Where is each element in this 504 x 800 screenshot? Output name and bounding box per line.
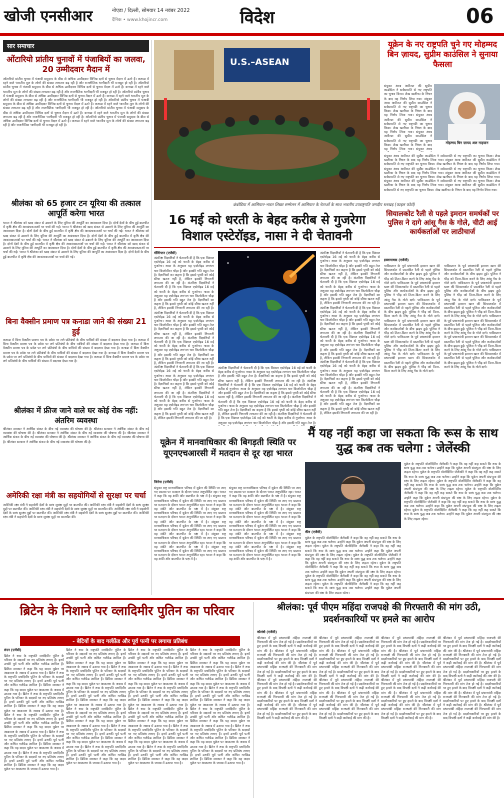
- putin-body-col4: ब्रिटेन ने रूस के राष्ट्रपति व्लादिमीर पुतिन के परिवार के सदस्यों पर नए प्रतिबंध लगाए हैं। इनमें उनकी पूर्व पत्नी और कथित गर्लफ्रेंड शामिल हैं। ब्रिटिश सरकार ने कहा कि यह कदम यूक्रेन पर आक्रमण के जवाब में उठाया गया है। ब्रिटेन ने रूस के राष्ट्रपति व्लादिमीर पुतिन के परिवार के सदस्यों पर नए प्रतिबंध लगाए हैं। इनमें उनकी पूर्व पत्नी और कथित गर्लफ्रेंड शामिल हैं। ब्रिटिश सरकार ने कहा कि यह कदम यूक्रेन पर आक्रमण के जवाब में उठाया गया है। ब्रिटेन ने रूस के राष्ट्रपति व्लादिमीर पुतिन के परिवार के सदस्यों पर नए प्रतिबंध लगाए हैं। इनमें उनकी पूर्व पत्नी और कथित गर्लफ्रेंड शामिल हैं। ब्रिटिश सरकार ने कहा कि यह कदम यूक्रेन पर आक्रमण के जवाब में उठाया गया है। ब्रिटेन ने रूस के राष्ट्रपति व्लादिमीर पुतिन के परिवार के सदस्यों पर नए प्रतिबंध लगाए हैं। इनमें उनकी पूर्व पत्नी और कथित गर्लफ्रेंड शामिल हैं। ब्रिटिश सरकार ने कहा कि यह कदम यूक्रेन पर आक्रमण के जवाब में उठाया गया है। ब्रिटेन ने रूस के राष्ट्रपति व्लादिमीर पुतिन के परिवार के सदस्यों पर नए प्रतिबंध लगाए हैं। इनमें उनकी पूर्व पत्नी और कथित गर्लफ्रेंड शामिल हैं। ब्रिटिश सरकार ने कहा कि यह कदम यूक्रेन पर आक्रमण के जवाब में उठाया गया है। ब्रिटेन ने रूस के राष्ट्रपति व्लादिमीर पुतिन के परिवार के सदस्यों पर नए प्रतिबंध लगाए हैं। इनमें उनकी पूर्व पत्नी और कथित गर्लफ्रेंड शामिल हैं। ब्रिटिश सरकार ने कहा कि यह कदम यूक्रेन पर आक्रमण के जवाब में उठाया गया है।: [190, 648, 250, 766]
- putin-headline: ब्रिटेन के निशाने पर व्लादिमीर पुतिन का परिवार: [19, 603, 235, 618]
- right-column: [384, 40, 501, 235]
- brief-3-body: कनाडा में बिना वैक्सीन प्रमाण पत्र के प्रवेश पर लगे प्रतिबंधों के बीच यात्रियों की संख्या में बदलाव देखा गया है। कनाडा में बिना वैक्सीन प्रमाण पत्र के प्रवेश पर लगे प्रतिबंधों के बीच यात्रियों की संख्या में बदलाव देखा गया है। कनाडा में बिना वैक्सीन प्रमाण पत्र के प्रवेश पर लगे प्रतिबंधों के बीच यात्रियों की संख्या में बदलाव देखा गया है। कनाडा में बिना वैक्सीन प्रमाण पत्र के प्रवेश पर लगे प्रतिबंधों के बीच यात्रियों की संख्या में बदलाव देखा गया है। कनाडा में बिना वैक्सीन प्रमाण पत्र के प्रवेश पर लगे प्रतिबंधों के बीच यात्रियों की संख्या में बदलाव देखा गया है। कनाडा में बिना वैक्सीन प्रमाण पत्र के प्रवेश पर लगे प्रतिबंधों के बीच यात्रियों की संख्या में बदलाव देखा गया है।: [3, 338, 149, 364]
- sialkot-body-col1: पाकिस्तान के पूर्व प्रधानमंत्री इमरान खान की सियालकोट में प्रस्तावित रैली से पहले पुलिस और कार्यकर्ताओं के बीच झड़प हुई। पुलिस ने भीड़ को तितर-बितर करने के लिए आंसू गैस के गोले दागे। पाकिस्तान के पूर्व प्रधानमंत्री इमरान खान की सियालकोट में प्रस्तावित रैली से पहले पुलिस और कार्यकर्ताओं के बीच झड़प हुई। पुलिस ने भीड़ को तितर-बितर करने के लिए आंसू गैस के गोले दागे। पाकिस्तान के पूर्व प्रधानमंत्री इमरान खान की सियालकोट में प्रस्तावित रैली से पहले पुलिस और कार्यकर्ताओं के बीच झड़प हुई। पुलिस ने भीड़ को तितर-बितर करने के लिए आंसू गैस के गोले दागे। पाकिस्तान के पूर्व प्रधानमंत्री इमरान खान की सियालकोट में प्रस्तावित रैली से पहले पुलिस और कार्यकर्ताओं के बीच झड़प हुई। पुलिस ने भीड़ को तितर-बितर करने के लिए आंसू गैस के गोले दागे। पाकिस्तान के पूर्व प्रधानमंत्री इमरान खान की सियालकोट में प्रस्तावित रैली से पहले पुलिस और कार्यकर्ताओं के बीच झड़प हुई। पुलिस ने भीड़ को तितर-बितर करने के लिए आंसू गैस के गोले दागे। पाकिस्तान के पूर्व प्रधानमंत्री इमरान खान की सियालकोट में प्रस्तावित रैली से पहले पुलिस और कार्यकर्ताओं के बीच झड़प हुई। पुलिस ने भीड़ को तितर-बितर करने के लिए आंसू गैस के गोले दागे।: [384, 264, 440, 374]
- bottom-column-divider: [253, 602, 254, 798]
- main-photo-caption: कंबोडिया में आसियान-भारत शिखर सम्मेलन में आसियान के नेताओं के साथ भारतीय उपराष्ट्रपति जगदीप धनखड़ (फाइल फोटो): [232, 202, 416, 207]
- zelensky-headline: मैं यह नहीं कहा जा सकता कि रूस के साथ युद्ध कब तक चलेगा : जेलेंस्की: [307, 426, 499, 455]
- zelensky-photo: [305, 462, 401, 528]
- unhrc-body-col2: संयुक्त राष्ट्र मानवाधिकार परिषद में यूक्रेन की स्थिति पर लाए गए प्रस्ताव पर मतदान के दौरान भारत अनुपस्थित रहा। भारत ने कहा कि वह शांति और बातचीत के पक्ष में है। संयुक्त राष्ट्र मानवाधिकार परिषद में यूक्रेन की स्थिति पर लाए गए प्रस्ताव पर मतदान के दौरान भारत अनुपस्थित रहा। भारत ने कहा कि वह शांति और बातचीत के पक्ष में है। संयुक्त राष्ट्र मानवाधिकार परिषद में यूक्रेन की स्थिति पर लाए गए प्रस्ताव पर मतदान के दौरान भारत अनुपस्थित रहा। भारत ने कहा कि वह शांति और बातचीत के पक्ष में है। संयुक्त राष्ट्र मानवाधिकार परिषद में यूक्रेन की स्थिति पर लाए गए प्रस्ताव पर मतदान के दौरान भारत अनुपस्थित रहा। भारत ने कहा कि वह शांति और बातचीत के पक्ष में है। संयुक्त राष्ट्र मानवाधिकार परिषद में यूक्रेन की स्थिति पर लाए गए प्रस्ताव पर मतदान के दौरान भारत अनुपस्थित रहा। भारत ने कहा कि वह शांति और बातचीत के पक्ष में है। संयुक्त राष्ट्र मानवाधिकार परिषद में यूक्रेन की स्थिति पर लाए गए प्रस्ताव पर मतदान के दौरान भारत अनुपस्थित रहा। भारत ने कहा कि वह शांति और बातचीत के पक्ष में है।: [229, 486, 301, 562]
- asteroid-body-col2: अंतरिक्ष विज्ञानियों ने चेतावनी दी है कि एक विशाल एस्टेरॉइड 16 मई को धरती के बेहद करीब से गुजरेगा। नासा के अनुसार यह एस्टेरॉइड लगभग चार किलोमीटर चौड़ा है और इसकी गति बहुत तेज है। वैज्ञानिकों का कहना है कि इससे पृथ्वी को कोई सीधा खतरा नहीं है, लेकिन इसकी निगरानी लगातार की जा रही है। अंतरिक्ष विज्ञानियों ने चेतावनी दी है कि एक विशाल एस्टेरॉइड 16 मई को धरती के बेहद करीब से गुजरेगा। नासा के अनुसार यह एस्टेरॉइड लगभग चार किलोमीटर चौड़ा है और इसकी गति बहुत तेज है। वैज्ञानिकों का कहना है कि इससे पृथ्वी को कोई सीधा खतरा नहीं है, लेकिन इसकी निगरानी लगातार की जा रही है। अंतरिक्ष विज्ञानियों ने चेतावनी दी है कि एक विशाल एस्टेरॉइड 16 मई को धरती के बेहद करीब से गुजरेगा। नासा के अनुसार यह एस्टेरॉइड लगभग चार किलोमीटर चौड़ा है और इसकी गति बहुत तेज है। वैज्ञानिकों का कहना है कि इससे पृथ्वी को कोई सीधा खतरा नहीं है, लेकिन इसकी निगरानी लगातार की जा रही है। अंतरिक्ष विज्ञानियों ने चेतावनी दी है कि एक विशाल एस्टेरॉइड 16 मई को धरती के बेहद करीब से गुजरेगा। नासा के अनुसार यह एस्टेरॉइड लगभग चार किलोमीटर चौड़ा है और इसकी गति बहुत तेज है। वैज्ञानिकों का कहना है कि इससे पृथ्वी को कोई सीधा खतरा नहीं है, लेकिन इसकी निगरानी लगातार की जा रही है। अंतरिक्ष विज्ञानियों ने चेतावनी दी है कि एक विशाल एस्टेरॉइड 16 मई को धरती के बेहद करीब से गुजरेगा। नासा के अनुसार यह एस्टेरॉइड लगभग चार किलोमीटर चौड़ा है और इसकी गति बहुत तेज है। वैज्ञानिकों का कहना है कि इससे पृथ्वी को कोई सीधा खतरा नहीं है, लेकिन इसकी निगरानी लगातार की जा रही है। अंतरिक्ष विज्ञानियों ने चेतावनी दी है कि एक विशाल एस्टेरॉइड 16 मई को धरती के बेहद करीब से गुजरेगा। नासा के अनुसार यह एस्टेरॉइड लगभग चार किलोमीटर चौड़ा है और इसकी गति बहुत तेज है। वैज्ञानिकों का कहना है कि इससे पृथ्वी को कोई सीधा खतरा नहीं है, लेकिन इसकी निगरानी लगातार की जा रही है।: [320, 251, 380, 415]
- asteroid-headline: 16 मई को धरती के बेहद करीब से गुजरेगा विशाल एस्टेरॉइड, नासा ने दी चेतावनी: [168, 212, 366, 243]
- zelensky-credit: कीव (एजेंसी): [305, 530, 322, 534]
- brief-4-title: श्रीलंका में फ्रीज जाने वाले घर कोई रोक नहीं: अंतरिम व्यवस्था: [13, 406, 139, 425]
- zelensky-body-a: यूक्रेन के राष्ट्रपति वोलोदिमिर जेलेंस्की ने कहा कि वह नहीं कह सकते कि रूस के साथ युद्ध कब तक चलेगा। उन्होंने कहा कि यूक्रेन अपनी संप्रभुता की रक्षा के लिए लड़ता रहेगा। यूक्रेन के राष्ट्रपति वोलोदिमिर जेलेंस्की ने कहा कि वह नहीं कह सकते कि रूस के साथ युद्ध कब तक चलेगा। उन्होंने कहा कि यूक्रेन अपनी संप्रभुता की रक्षा के लिए लड़ता रहेगा। यूक्रेन के राष्ट्रपति वोलोदिमिर जेलेंस्की ने कहा कि वह नहीं कह सकते कि रूस के साथ युद्ध कब तक चलेगा। उन्होंने कहा कि यूक्रेन अपनी संप्रभुता की रक्षा के लिए लड़ता रहेगा। यूक्रेन के राष्ट्रपति वोलोदिमिर जेलेंस्की ने कहा कि वह नहीं कह सकते कि रूस के साथ युद्ध कब तक चलेगा। उन्होंने कहा कि यूक्रेन अपनी संप्रभुता की रक्षा के लिए लड़ता रहेगा। यूक्रेन के राष्ट्रपति वोलोदिमिर जेलेंस्की ने कहा कि वह नहीं कह सकते कि रूस के साथ युद्ध कब तक चलेगा। उन्होंने कहा कि यूक्रेन अपनी संप्रभुता की रक्षा के लिए लड़ता रहेगा। यूक्रेन के राष्ट्रपति वोलोदिमिर जेलेंस्की ने कहा कि वह नहीं कह सकते कि रूस के साथ युद्ध कब तक चलेगा। उन्होंने कहा कि यूक्रेन अपनी संप्रभुता की रक्षा के लिए लड़ता रहेगा।: [305, 536, 401, 594]
- srilanka-body-col1: श्रीलंका में पूर्व प्रधानमंत्री महिंदा राजपक्षे की गिरफ्तारी की मांग तेज हो गई है। प्रदर्शनकारियों पर हुए हमले के बाद विपक्षी दलों ने कड़ी कार्रवाई की मांग की है। श्रीलंका में पूर्व प्रधानमंत्री महिंदा राजपक्षे की गिरफ्तारी की मांग तेज हो गई है। प्रदर्शनकारियों पर हुए हमले के बाद विपक्षी दलों ने कड़ी कार्रवाई की मांग की है। श्रीलंका में पूर्व प्रधानमंत्री महिंदा राजपक्षे की गिरफ्तारी की मांग तेज हो गई है। प्रदर्शनकारियों पर हुए हमले के बाद विपक्षी दलों ने कड़ी कार्रवाई की मांग की है। श्रीलंका में पूर्व प्रधानमंत्री महिंदा राजपक्षे की गिरफ्तारी की मांग तेज हो गई है। प्रदर्शनकारियों पर हुए हमले के बाद विपक्षी दलों ने कड़ी कार्रवाई की मांग की है। श्रीलंका में पूर्व प्रधानमंत्री महिंदा राजपक्षे की गिरफ्तारी की मांग तेज हो गई है। प्रदर्शनकारियों पर हुए हमले के बाद विपक्षी दलों ने कड़ी कार्रवाई की मांग की है। श्रीलंका में पूर्व प्रधानमंत्री महिंदा राजपक्षे की गिरफ्तारी की मांग तेज हो गई है। प्रदर्शनकारियों पर हुए हमले के बाद विपक्षी दलों ने कड़ी कार्रवाई की मांग की है।: [257, 636, 317, 720]
- uae-body-b: संयुक्त अरब अमीरात की सुप्रीम काउंसिल ने सर्वसम्मति से नए राष्ट्रपति का चुनाव किया। शेख खलीफा के निधन के बाद यह निर्णय लिया गया। संयुक्त अरब अमीरात की सुप्रीम काउंसिल ने सर्वसम्मति से नए राष्ट्रपति का चुनाव किया। शेख खलीफा के निधन के बाद यह निर्णय लिया गया। संयुक्त अरब अमीरात की सुप्रीम काउंसिल ने सर्वसम्मति से नए राष्ट्रपति का चुनाव किया। शेख खलीफा के निधन के बाद यह निर्णय लिया गया। संयुक्त अरब अमीरात की सुप्रीम काउंसिल ने सर्वसम्मति से नए राष्ट्रपति का चुनाव किया। शेख खलीफा के निधन के बाद यह निर्णय लिया गया। संयुक्त अरब अमीरात की सुप्रीम काउंसिल ने सर्वसम्मति से नए राष्ट्रपति का चुनाव किया। शेख खलीफा के निधन के बाद यह निर्णय लिया गया। संयुक्त अरब अमीरात की सुप्रीम काउंसिल ने सर्वसम्मति से नए राष्ट्रपति का चुनाव किया। शेख खलीफा के निधन के बाद यह निर्णय लिया गया।: [384, 154, 500, 192]
- main-photo: [154, 40, 380, 200]
- earth-asteroid-image: [218, 251, 316, 363]
- putin-body-col3: ब्रिटेन ने रूस के राष्ट्रपति व्लादिमीर पुतिन के परिवार के सदस्यों पर नए प्रतिबंध लगाए हैं। इनमें उनकी पूर्व पत्नी और कथित गर्लफ्रेंड शामिल हैं। ब्रिटिश सरकार ने कहा कि यह कदम यूक्रेन पर आक्रमण के जवाब में उठाया गया है। ब्रिटेन ने रूस के राष्ट्रपति व्लादिमीर पुतिन के परिवार के सदस्यों पर नए प्रतिबंध लगाए हैं। इनमें उनकी पूर्व पत्नी और कथित गर्लफ्रेंड शामिल हैं। ब्रिटिश सरकार ने कहा कि यह कदम यूक्रेन पर आक्रमण के जवाब में उठाया गया है। ब्रिटेन ने रूस के राष्ट्रपति व्लादिमीर पुतिन के परिवार के सदस्यों पर नए प्रतिबंध लगाए हैं। इनमें उनकी पूर्व पत्नी और कथित गर्लफ्रेंड शामिल हैं। ब्रिटिश सरकार ने कहा कि यह कदम यूक्रेन पर आक्रमण के जवाब में उठाया गया है। ब्रिटेन ने रूस के राष्ट्रपति व्लादिमीर पुतिन के परिवार के सदस्यों पर नए प्रतिबंध लगाए हैं। इनमें उनकी पूर्व पत्नी और कथित गर्लफ्रेंड शामिल हैं। ब्रिटिश सरकार ने कहा कि यह कदम यूक्रेन पर आक्रमण के जवाब में उठाया गया है। ब्रिटेन ने रूस के राष्ट्रपति व्लादिमीर पुतिन के परिवार के सदस्यों पर नए प्रतिबंध लगाए हैं। इनमें उनकी पूर्व पत्नी और कथित गर्लफ्रेंड शामिल हैं। ब्रिटिश सरकार ने कहा कि यह कदम यूक्रेन पर आक्रमण के जवाब में उठाया गया है। ब्रिटेन ने रूस के राष्ट्रपति व्लादिमीर पुतिन के परिवार के सदस्यों पर नए प्रतिबंध लगाए हैं। इनमें उनकी पूर्व पत्नी और कथित गर्लफ्रेंड शामिल हैं। ब्रिटिश सरकार ने कहा कि यह कदम यूक्रेन पर आक्रमण के जवाब में उठाया गया है।: [128, 648, 188, 766]
- headline-rule: [154, 247, 380, 248]
- putin-deck: - बेटियों के बाद गर्लफ्रेंड और पूर्व पत्नी पर लगाया प्रतिबंध: [20, 636, 240, 646]
- putin-credit: लंदन (एजेंसी): [4, 648, 22, 652]
- unhrc-body-col1: संयुक्त राष्ट्र मानवाधिकार परिषद में यूक्रेन की स्थिति पर लाए गए प्रस्ताव पर मतदान के दौरान भारत अनुपस्थित रहा। भारत ने कहा कि वह शांति और बातचीत के पक्ष में है। संयुक्त राष्ट्र मानवाधिकार परिषद में यूक्रेन की स्थिति पर लाए गए प्रस्ताव पर मतदान के दौरान भारत अनुपस्थित रहा। भारत ने कहा कि वह शांति और बातचीत के पक्ष में है। संयुक्त राष्ट्र मानवाधिकार परिषद में यूक्रेन की स्थिति पर लाए गए प्रस्ताव पर मतदान के दौरान भारत अनुपस्थित रहा। भारत ने कहा कि वह शांति और बातचीत के पक्ष में है। संयुक्त राष्ट्र मानवाधिकार परिषद में यूक्रेन की स्थिति पर लाए गए प्रस्ताव पर मतदान के दौरान भारत अनुपस्थित रहा। भारत ने कहा कि वह शांति और बातचीत के पक्ष में है। संयुक्त राष्ट्र मानवाधिकार परिषद में यूक्रेन की स्थिति पर लाए गए प्रस्ताव पर मतदान के दौरान भारत अनुपस्थित रहा। भारत ने कहा कि वह शांति और बातचीत के पक्ष में है। संयुक्त राष्ट्र मानवाधिकार परिषद में यूक्रेन की स्थिति पर लाए गए प्रस्ताव पर मतदान के दौरान भारत अनुपस्थित रहा। भारत ने कहा कि वह शांति और बातचीत के पक्ष में है।: [154, 486, 226, 562]
- asteroid-body-under-image: अंतरिक्ष विज्ञानियों ने चेतावनी दी है कि एक विशाल एस्टेरॉइड 16 मई को धरती के बेहद करीब से गुजरेगा। नासा के अनुसार यह एस्टेरॉइड लगभग चार किलोमीटर चौड़ा है और इसकी गति बहुत तेज है। वैज्ञानिकों का कहना है कि इससे पृथ्वी को कोई सीधा खतरा नहीं है, लेकिन इसकी निगरानी लगातार की जा रही है। अंतरिक्ष विज्ञानियों ने चेतावनी दी है कि एक विशाल एस्टेरॉइड 16 मई को धरती के बेहद करीब से गुजरेगा। नासा के अनुसार यह एस्टेरॉइड लगभग चार किलोमीटर चौड़ा है और इसकी गति बहुत तेज है। वैज्ञानिकों का कहना है कि इससे पृथ्वी को कोई सीधा खतरा नहीं है, लेकिन इसकी निगरानी लगातार की जा रही है। अंतरिक्ष विज्ञानियों ने चेतावनी दी है कि एक विशाल एस्टेरॉइड 16 मई को धरती के बेहद करीब से गुजरेगा। नासा के अनुसार यह एस्टेरॉइड लगभग चार किलोमीटर चौड़ा है और इसकी गति बहुत तेज है। वैज्ञानिकों का कहना है कि इससे पृथ्वी को कोई सीधा खतरा नहीं है, लेकिन इसकी निगरानी लगातार की जा रही है। अंतरिक्ष विज्ञानियों ने चेतावनी दी है कि एक विशाल एस्टेरॉइड 16 मई को धरती के बेहद करीब से गुजरेगा। नासा के अनुसार यह एस्टेरॉइड लगभग चार किलोमीटर चौड़ा है और इसकी गति बहुत तेज है।: [218, 366, 316, 425]
- asteroid-credit: वॉशिंगटन (एजेंसी): [154, 251, 177, 255]
- brief-2-body: भारत ने श्रीलंका को खाद संकट से उबारने के लिए यूरिया की आपूर्ति का आश्वासन दिया है। दोनों देशों के बीच हुई बातचीत में कृषि क्षेत्र की आवश्यकताओं पर चर्चा की गई। भारत ने श्रीलंका को खाद संकट से उबारने के लिए यूरिया की आपूर्ति का आश्वासन दिया है। दोनों देशों के बीच हुई बातचीत में कृषि क्षेत्र की आवश्यकताओं पर चर्चा की गई। भारत ने श्रीलंका को खाद संकट से उबारने के लिए यूरिया की आपूर्ति का आश्वासन दिया है। दोनों देशों के बीच हुई बातचीत में कृषि क्षेत्र की आवश्यकताओं पर चर्चा की गई। भारत ने श्रीलंका को खाद संकट से उबारने के लिए यूरिया की आपूर्ति का आश्वासन दिया है। दोनों देशों के बीच हुई बातचीत में कृषि क्षेत्र की आवश्यकताओं पर चर्चा की गई। भारत ने श्रीलंका को खाद संकट से उबारने के लिए यूरिया की आपूर्ति का आश्वासन दिया है। दोनों देशों के बीच हुई बातचीत में कृषि क्षेत्र की आवश्यकताओं पर चर्चा की गई। भारत ने श्रीलंका को खाद संकट से उबारने के लिए यूरिया की आपूर्ति का आश्वासन दिया है। दोनों देशों के बीच हुई बातचीत में कृषि क्षेत्र की आवश्यकताओं पर चर्चा की गई।: [3, 221, 149, 259]
- page-number: 06: [466, 4, 494, 28]
- uae-photo-caption: मोहम्मद बिन ज़ायद अल नाहयान: [445, 141, 489, 145]
- masthead: [0, 0, 504, 36]
- masthead-subline: दैनिक • www.khojincr.com: [112, 18, 168, 23]
- brief-1-body: ओंटारियो प्रांतीय चुनाव में पंजाबी समुदाय के बीस से अधिक उम्मीदवार विभिन्न दलों से चुनाव मैदान में उतरे हैं। कनाडा में रहने वाले भारतीय मूल के लोगों की संख्या लगातार बढ़ रही है और राजनीतिक भागीदारी भी मजबूत हो रही है। ओंटारियो प्रांतीय चुनाव में पंजाबी समुदाय के बीस से अधिक उम्मीदवार विभिन्न दलों से चुनाव मैदान में उतरे हैं। कनाडा में रहने वाले भारतीय मूल के लोगों की संख्या लगातार बढ़ रही है और राजनीतिक भागीदारी भी मजबूत हो रही है। ओंटारियो प्रांतीय चुनाव में पंजाबी समुदाय के बीस से अधिक उम्मीदवार विभिन्न दलों से चुनाव मैदान में उतरे हैं। कनाडा में रहने वाले भारतीय मूल के लोगों की संख्या लगातार बढ़ रही है और राजनीतिक भागीदारी भी मजबूत हो रही है। ओंटारियो प्रांतीय चुनाव में पंजाबी समुदाय के बीस से अधिक उम्मीदवार विभिन्न दलों से चुनाव मैदान में उतरे हैं। कनाडा में रहने वाले भारतीय मूल के लोगों की संख्या लगातार बढ़ रही है और राजनीतिक भागीदारी भी मजबूत हो रही है। ओंटारियो प्रांतीय चुनाव में पंजाबी समुदाय के बीस से अधिक उम्मीदवार विभिन्न दलों से चुनाव मैदान में उतरे हैं। कनाडा में रहने वाले भारतीय मूल के लोगों की संख्या लगातार बढ़ रही है और राजनीतिक भागीदारी भी मजबूत हो रही है। ओंटारियो प्रांतीय चुनाव में पंजाबी समुदाय के बीस से अधिक उम्मीदवार विभिन्न दलों से चुनाव मैदान में उतरे हैं। कनाडा में रहने वाले भारतीय मूल के लोगों की संख्या लगातार बढ़ रही है और राजनीतिक भागीदारी भी मजबूत हो रही है।: [3, 77, 149, 128]
- left-column-divider: [151, 40, 152, 595]
- putin-body-col1: ब्रिटेन ने रूस के राष्ट्रपति व्लादिमीर पुतिन के परिवार के सदस्यों पर नए प्रतिबंध लगाए हैं। इनमें उनकी पूर्व पत्नी और कथित गर्लफ्रेंड शामिल हैं। ब्रिटिश सरकार ने कहा कि यह कदम यूक्रेन पर आक्रमण के जवाब में उठाया गया है। ब्रिटेन ने रूस के राष्ट्रपति व्लादिमीर पुतिन के परिवार के सदस्यों पर नए प्रतिबंध लगाए हैं। इनमें उनकी पूर्व पत्नी और कथित गर्लफ्रेंड शामिल हैं। ब्रिटिश सरकार ने कहा कि यह कदम यूक्रेन पर आक्रमण के जवाब में उठाया गया है। ब्रिटेन ने रूस के राष्ट्रपति व्लादिमीर पुतिन के परिवार के सदस्यों पर नए प्रतिबंध लगाए हैं। इनमें उनकी पूर्व पत्नी और कथित गर्लफ्रेंड शामिल हैं। ब्रिटिश सरकार ने कहा कि यह कदम यूक्रेन पर आक्रमण के जवाब में उठाया गया है। ब्रिटेन ने रूस के राष्ट्रपति व्लादिमीर पुतिन के परिवार के सदस्यों पर नए प्रतिबंध लगाए हैं। इनमें उनकी पूर्व पत्नी और कथित गर्लफ्रेंड शामिल हैं। ब्रिटिश सरकार ने कहा कि यह कदम यूक्रेन पर आक्रमण के जवाब में उठाया गया है। ब्रिटेन ने रूस के राष्ट्रपति व्लादिमीर पुतिन के परिवार के सदस्यों पर नए प्रतिबंध लगाए हैं। इनमें उनकी पूर्व पत्नी और कथित गर्लफ्रेंड शामिल हैं। ब्रिटिश सरकार ने कहा कि यह कदम यूक्रेन पर आक्रमण के जवाब में उठाया गया है। ब्रिटेन ने रूस के राष्ट्रपति व्लादिमीर पुतिन के परिवार के सदस्यों पर नए प्रतिबंध लगाए हैं। इनमें उनकी पूर्व पत्नी और कथित गर्लफ्रेंड शामिल हैं। ब्रिटिश सरकार ने कहा कि यह कदम यूक्रेन पर आक्रमण के जवाब में उठाया गया है।: [4, 654, 64, 772]
- uae-body-a: संयुक्त अरब अमीरात की सुप्रीम काउंसिल ने सर्वसम्मति से नए राष्ट्रपति का चुनाव किया। शेख खलीफा के निधन के बाद यह निर्णय लिया गया। संयुक्त अरब अमीरात की सुप्रीम काउंसिल ने सर्वसम्मति से नए राष्ट्रपति का चुनाव किया। शेख खलीफा के निधन के बाद यह निर्णय लिया गया। संयुक्त अरब अमीरात की सुप्रीम काउंसिल ने सर्वसम्मति से नए राष्ट्रपति का चुनाव किया। शेख खलीफा के निधन के बाद यह निर्णय लिया गया। संयुक्त अरब अमीरात की सुप्रीम काउंसिल ने सर्वसम्मति से नए राष्ट्रपति का चुनाव किया। शेख खलीफा के निधन के बाद यह निर्णय लिया गया। संयुक्त अरब: [384, 84, 432, 152]
- srilanka-body-col2: श्रीलंका में पूर्व प्रधानमंत्री महिंदा राजपक्षे की गिरफ्तारी की मांग तेज हो गई है। प्रदर्शनकारियों पर हुए हमले के बाद विपक्षी दलों ने कड़ी कार्रवाई की मांग की है। श्रीलंका में पूर्व प्रधानमंत्री महिंदा राजपक्षे की गिरफ्तारी की मांग तेज हो गई है। प्रदर्शनकारियों पर हुए हमले के बाद विपक्षी दलों ने कड़ी कार्रवाई की मांग की है। श्रीलंका में पूर्व प्रधानमंत्री महिंदा राजपक्षे की गिरफ्तारी की मांग तेज हो गई है। प्रदर्शनकारियों पर हुए हमले के बाद विपक्षी दलों ने कड़ी कार्रवाई की मांग की है। श्रीलंका में पूर्व प्रधानमंत्री महिंदा राजपक्षे की गिरफ्तारी की मांग तेज हो गई है। प्रदर्शनकारियों पर हुए हमले के बाद विपक्षी दलों ने कड़ी कार्रवाई की मांग की है। श्रीलंका में पूर्व प्रधानमंत्री महिंदा राजपक्षे की गिरफ्तारी की मांग तेज हो गई है। प्रदर्शनकारियों पर हुए हमले के बाद विपक्षी दलों ने कड़ी कार्रवाई की मांग की है। श्रीलंका में पूर्व प्रधानमंत्री महिंदा राजपक्षे की गिरफ्तारी की मांग तेज हो गई है। प्रदर्शनकारियों पर हुए हमले के बाद विपक्षी दलों ने कड़ी कार्रवाई की मांग की है।: [319, 636, 379, 720]
- briefs-kicker: सार समाचार: [3, 40, 149, 52]
- brief-2-title: श्रीलंका को 65 हजार टन यूरिया की तत्काल आपूर्ति करेगा भारत: [11, 199, 141, 218]
- unhrc-headline: यूक्रेन में मानवाधिकार की बिगड़ती स्थिति पर यूएनएचआरसी में मतदान से दूर रहा भारत: [160, 438, 296, 459]
- srilanka-headline: श्रीलंका: पूर्व पीएम महिंदा राजपक्षे की गिरफ्तारी की मांग उठी, प्रदर्शनकारियों पर हमले का आरोप: [276, 603, 482, 625]
- brief-3-title: बिना वैक्सीन प्रमाण पत्र कनाडा जाने की संख्या 21 हुई: [5, 317, 147, 336]
- brief-4-body: श्रीलंका सरकार ने आर्थिक संकट के बीच नई व्यवस्था की घोषणा की है। श्रीलंका सरकार ने आर्थिक संकट के बीच नई व्यवस्था की घोषणा की है। श्रीलंका सरकार ने आर्थिक संकट के बीच नई व्यवस्था की घोषणा की है। श्रीलंका सरकार ने आर्थिक संकट के बीच नई व्यवस्था की घोषणा की है। श्रीलंका सरकार ने आर्थिक संकट के बीच नई व्यवस्था की घोषणा की है। श्रीलंका सरकार ने आर्थिक संकट के बीच नई व्यवस्था की घोषणा की है।: [3, 427, 149, 444]
- backdrop-banner: U.S.–ASEAN: [230, 58, 290, 68]
- section-title: विदेश: [240, 8, 275, 28]
- sialkot-headline: सियालकोट रैली से पहले इमरान समर्थकों पर पुलिस ने दागे आंसू गैस के गोले, चीटी आई कार्यकर्ताओं पर लाठीचार्ज: [386, 210, 499, 236]
- bottom-divider: [0, 598, 504, 600]
- unhrc-credit: जिनेवा (एजेंसी): [154, 480, 174, 484]
- left-column: [3, 40, 149, 595]
- brief-1-title: ओंटारियो प्रांतीय चुनावों में पंजाबियों का जलवा, 20 उम्मीदवार मैदान में: [6, 55, 146, 74]
- putin-body-col2: ब्रिटेन ने रूस के राष्ट्रपति व्लादिमीर पुतिन के परिवार के सदस्यों पर नए प्रतिबंध लगाए हैं। इनमें उनकी पूर्व पत्नी और कथित गर्लफ्रेंड शामिल हैं। ब्रिटिश सरकार ने कहा कि यह कदम यूक्रेन पर आक्रमण के जवाब में उठाया गया है। ब्रिटेन ने रूस के राष्ट्रपति व्लादिमीर पुतिन के परिवार के सदस्यों पर नए प्रतिबंध लगाए हैं। इनमें उनकी पूर्व पत्नी और कथित गर्लफ्रेंड शामिल हैं। ब्रिटिश सरकार ने कहा कि यह कदम यूक्रेन पर आक्रमण के जवाब में उठाया गया है। ब्रिटेन ने रूस के राष्ट्रपति व्लादिमीर पुतिन के परिवार के सदस्यों पर नए प्रतिबंध लगाए हैं। इनमें उनकी पूर्व पत्नी और कथित गर्लफ्रेंड शामिल हैं। ब्रिटिश सरकार ने कहा कि यह कदम यूक्रेन पर आक्रमण के जवाब में उठाया गया है। ब्रिटेन ने रूस के राष्ट्रपति व्लादिमीर पुतिन के परिवार के सदस्यों पर नए प्रतिबंध लगाए हैं। इनमें उनकी पूर्व पत्नी और कथित गर्लफ्रेंड शामिल हैं। ब्रिटिश सरकार ने कहा कि यह कदम यूक्रेन पर आक्रमण के जवाब में उठाया गया है। ब्रिटेन ने रूस के राष्ट्रपति व्लादिमीर पुतिन के परिवार के सदस्यों पर नए प्रतिबंध लगाए हैं। इनमें उनकी पूर्व पत्नी और कथित गर्लफ्रेंड शामिल हैं। ब्रिटिश सरकार ने कहा कि यह कदम यूक्रेन पर आक्रमण के जवाब में उठाया गया है। ब्रिटेन ने रूस के राष्ट्रपति व्लादिमीर पुतिन के परिवार के सदस्यों पर नए प्रतिबंध लगाए हैं। इनमें उनकी पूर्व पत्नी और कथित गर्लफ्रेंड शामिल हैं। ब्रिटिश सरकार ने कहा कि यह कदम यूक्रेन पर आक्रमण के जवाब में उठाया गया है।: [66, 648, 126, 766]
- srilanka-body-col3: श्रीलंका में पूर्व प्रधानमंत्री महिंदा राजपक्षे की गिरफ्तारी की मांग तेज हो गई है। प्रदर्शनकारियों पर हुए हमले के बाद विपक्षी दलों ने कड़ी कार्रवाई की मांग की है। श्रीलंका में पूर्व प्रधानमंत्री महिंदा राजपक्षे की गिरफ्तारी की मांग तेज हो गई है। प्रदर्शनकारियों पर हुए हमले के बाद विपक्षी दलों ने कड़ी कार्रवाई की मांग की है। श्रीलंका में पूर्व प्रधानमंत्री महिंदा राजपक्षे की गिरफ्तारी की मांग तेज हो गई है। प्रदर्शनकारियों पर हुए हमले के बाद विपक्षी दलों ने कड़ी कार्रवाई की मांग की है। श्रीलंका में पूर्व प्रधानमंत्री महिंदा राजपक्षे की गिरफ्तारी की मांग तेज हो गई है। प्रदर्शनकारियों पर हुए हमले के बाद विपक्षी दलों ने कड़ी कार्रवाई की मांग की है। श्रीलंका में पूर्व प्रधानमंत्री महिंदा राजपक्षे की गिरफ्तारी की मांग तेज हो गई है। प्रदर्शनकारियों पर हुए हमले के बाद विपक्षी दलों ने कड़ी कार्रवाई की मांग की है। श्रीलंका में पूर्व प्रधानमंत्री महिंदा राजपक्षे की गिरफ्तारी की मांग तेज हो गई है। प्रदर्शनकारियों पर हुए हमले के बाद विपक्षी दलों ने कड़ी कार्रवाई की मांग की है।: [381, 636, 441, 720]
- brief-5-body: अमेरिकी रक्षा मंत्री ने सहयोगी देशों के साथ सुरक्षा मुद्दों पर बातचीत की। अमेरिकी रक्षा मंत्री ने सहयोगी देशों के साथ सुरक्षा मुद्दों पर बातचीत की। अमेरिकी रक्षा मंत्री ने सहयोगी देशों के साथ सुरक्षा मुद्दों पर बातचीत की। अमेरिकी रक्षा मंत्री ने सहयोगी देशों के साथ सुरक्षा मुद्दों पर बातचीत की। अमेरिकी रक्षा मंत्री ने सहयोगी देशों के साथ सुरक्षा मुद्दों पर बातचीत की। अमेरिकी रक्षा मंत्री ने सहयोगी देशों के साथ सुरक्षा मुद्दों पर बातचीत की।: [3, 502, 149, 520]
- masthead-logo: खोजी एनसीआर: [4, 7, 93, 25]
- brief-5-title: अमेरिकी रक्षा मंत्री का सहयोगियों से सुरक्षा पर चर्चा: [6, 491, 146, 500]
- uae-president-photo: [434, 84, 500, 140]
- sialkot-credit: इस्लामाबाद (एजेंसी): [384, 258, 409, 262]
- zelensky-body-b: यूक्रेन के राष्ट्रपति वोलोदिमिर जेलेंस्की ने कहा कि वह नहीं कह सकते कि रूस के साथ युद्ध कब तक चलेगा। उन्होंने कहा कि यूक्रेन अपनी संप्रभुता की रक्षा के लिए लड़ता रहेगा। यूक्रेन के राष्ट्रपति वोलोदिमिर जेलेंस्की ने कहा कि वह नहीं कह सकते कि रूस के साथ युद्ध कब तक चलेगा। उन्होंने कहा कि यूक्रेन अपनी संप्रभुता की रक्षा के लिए लड़ता रहेगा। यूक्रेन के राष्ट्रपति वोलोदिमिर जेलेंस्की ने कहा कि वह नहीं कह सकते कि रूस के साथ युद्ध कब तक चलेगा। उन्होंने कहा कि यूक्रेन अपनी संप्रभुता की रक्षा के लिए लड़ता रहेगा। यूक्रेन के राष्ट्रपति वोलोदिमिर जेलेंस्की ने कहा कि वह नहीं कह सकते कि रूस के साथ युद्ध कब तक चलेगा। उन्होंने कहा कि यूक्रेन अपनी संप्रभुता की रक्षा के लिए लड़ता रहेगा। यूक्रेन के राष्ट्रपति वोलोदिमिर जेलेंस्की ने कहा कि वह नहीं कह सकते कि रूस के साथ युद्ध कब तक चलेगा। उन्होंने कहा कि यूक्रेन अपनी संप्रभुता की रक्षा के लिए लड़ता रहेगा। यूक्रेन के राष्ट्रपति वोलोदिमिर जेलेंस्की ने कहा कि वह नहीं कह सकते कि रूस के साथ युद्ध कब तक चलेगा। उन्होंने कहा कि यूक्रेन अपनी संप्रभुता की रक्षा के लिए लड़ता रहेगा।: [404, 462, 501, 521]
- srilanka-credit: कोलंबो (एजेंसी): [257, 630, 277, 634]
- masthead-dateline: नोएडा / दिल्ली, सोमवार 14 नवंबर 2022: [112, 8, 190, 14]
- sialkot-body-col2: पाकिस्तान के पूर्व प्रधानमंत्री इमरान खान की सियालकोट में प्रस्तावित रैली से पहले पुलिस और कार्यकर्ताओं के बीच झड़प हुई। पुलिस ने भीड़ को तितर-बितर करने के लिए आंसू गैस के गोले दागे। पाकिस्तान के पूर्व प्रधानमंत्री इमरान खान की सियालकोट में प्रस्तावित रैली से पहले पुलिस और कार्यकर्ताओं के बीच झड़प हुई। पुलिस ने भीड़ को तितर-बितर करने के लिए आंसू गैस के गोले दागे। पाकिस्तान के पूर्व प्रधानमंत्री इमरान खान की सियालकोट में प्रस्तावित रैली से पहले पुलिस और कार्यकर्ताओं के बीच झड़प हुई। पुलिस ने भीड़ को तितर-बितर करने के लिए आंसू गैस के गोले दागे। पाकिस्तान के पूर्व प्रधानमंत्री इमरान खान की सियालकोट में प्रस्तावित रैली से पहले पुलिस और कार्यकर्ताओं के बीच झड़प हुई। पुलिस ने भीड़ को तितर-बितर करने के लिए आंसू गैस के गोले दागे। पाकिस्तान के पूर्व प्रधानमंत्री इमरान खान की सियालकोट में प्रस्तावित रैली से पहले पुलिस और कार्यकर्ताओं के बीच झड़प हुई। पुलिस ने भीड़ को तितर-बितर करने के लिए आंसू गैस के गोले दागे। पाकिस्तान के पूर्व प्रधानमंत्री इमरान खान की सियालकोट में प्रस्तावित रैली से पहले पुलिस और कार्यकर्ताओं के बीच झड़प हुई। पुलिस ने भीड़ को तितर-बितर करने के लिए आंसू गैस के गोले दागे।: [444, 264, 501, 369]
- asteroid-body-col1: अंतरिक्ष विज्ञानियों ने चेतावनी दी है कि एक विशाल एस्टेरॉइड 16 मई को धरती के बेहद करीब से गुजरेगा। नासा के अनुसार यह एस्टेरॉइड लगभग चार किलोमीटर चौड़ा है और इसकी गति बहुत तेज है। वैज्ञानिकों का कहना है कि इससे पृथ्वी को कोई सीधा खतरा नहीं है, लेकिन इसकी निगरानी लगातार की जा रही है। अंतरिक्ष विज्ञानियों ने चेतावनी दी है कि एक विशाल एस्टेरॉइड 16 मई को धरती के बेहद करीब से गुजरेगा। नासा के अनुसार यह एस्टेरॉइड लगभग चार किलोमीटर चौड़ा है और इसकी गति बहुत तेज है। वैज्ञानिकों का कहना है कि इससे पृथ्वी को कोई सीधा खतरा नहीं है, लेकिन इसकी निगरानी लगातार की जा रही है। अंतरिक्ष विज्ञानियों ने चेतावनी दी है कि एक विशाल एस्टेरॉइड 16 मई को धरती के बेहद करीब से गुजरेगा। नासा के अनुसार यह एस्टेरॉइड लगभग चार किलोमीटर चौड़ा है और इसकी गति बहुत तेज है। वैज्ञानिकों का कहना है कि इससे पृथ्वी को कोई सीधा खतरा नहीं है, लेकिन इसकी निगरानी लगातार की जा रही है। अंतरिक्ष विज्ञानियों ने चेतावनी दी है कि एक विशाल एस्टेरॉइड 16 मई को धरती के बेहद करीब से गुजरेगा। नासा के अनुसार यह एस्टेरॉइड लगभग चार किलोमीटर चौड़ा है और इसकी गति बहुत तेज है। वैज्ञानिकों का कहना है कि इससे पृथ्वी को कोई सीधा खतरा नहीं है, लेकिन इसकी निगरानी लगातार की जा रही है। अंतरिक्ष विज्ञानियों ने चेतावनी दी है कि एक विशाल एस्टेरॉइड 16 मई को धरती के बेहद करीब से गुजरेगा। नासा के अनुसार यह एस्टेरॉइड लगभग चार किलोमीटर चौड़ा है और इसकी गति बहुत तेज है। वैज्ञानिकों का कहना है कि इससे पृथ्वी को कोई सीधा खतरा नहीं है, लेकिन इसकी निगरानी लगातार की जा रही है। अंतरिक्ष विज्ञानियों ने चेतावनी दी है कि एक विशाल एस्टेरॉइड 16 मई को धरती के बेहद करीब से गुजरेगा। नासा के अनुसार यह एस्टेरॉइड लगभग चार किलोमीटर चौड़ा है और इसकी गति बहुत तेज है। वैज्ञानिकों का कहना है कि इससे पृथ्वी को कोई सीधा खतरा नहीं है, लेकिन इसकी निगरानी लगातार की जा रही है।: [154, 256, 214, 420]
- uae-president-headline: यूक्रेन के नए राष्ट्रपति चुने गए मोहम्मद बिन ज़ायद, सुप्रीम काउंसिल ने सुनाया फैसला: [387, 40, 498, 69]
- srilanka-body-col4: श्रीलंका में पूर्व प्रधानमंत्री महिंदा राजपक्षे की गिरफ्तारी की मांग तेज हो गई है। प्रदर्शनकारियों पर हुए हमले के बाद विपक्षी दलों ने कड़ी कार्रवाई की मांग की है। श्रीलंका में पूर्व प्रधानमंत्री महिंदा राजपक्षे की गिरफ्तारी की मांग तेज हो गई है। प्रदर्शनकारियों पर हुए हमले के बाद विपक्षी दलों ने कड़ी कार्रवाई की मांग की है। श्रीलंका में पूर्व प्रधानमंत्री महिंदा राजपक्षे की गिरफ्तारी की मांग तेज हो गई है। प्रदर्शनकारियों पर हुए हमले के बाद विपक्षी दलों ने कड़ी कार्रवाई की मांग की है। श्रीलंका में पूर्व प्रधानमंत्री महिंदा राजपक्षे की गिरफ्तारी की मांग तेज हो गई है। प्रदर्शनकारियों पर हुए हमले के बाद विपक्षी दलों ने कड़ी कार्रवाई की मांग की है। श्रीलंका में पूर्व प्रधानमंत्री महिंदा राजपक्षे की गिरफ्तारी की मांग तेज हो गई है। प्रदर्शनकारियों पर हुए हमले के बाद विपक्षी दलों ने कड़ी कार्रवाई की मांग की है। श्रीलंका में पूर्व प्रधानमंत्री महिंदा राजपक्षे की गिरफ्तारी की मांग तेज हो गई है। प्रदर्शनकारियों पर हुए हमले के बाद विपक्षी दलों ने कड़ी कार्रवाई की मांग की है।: [443, 636, 501, 720]
